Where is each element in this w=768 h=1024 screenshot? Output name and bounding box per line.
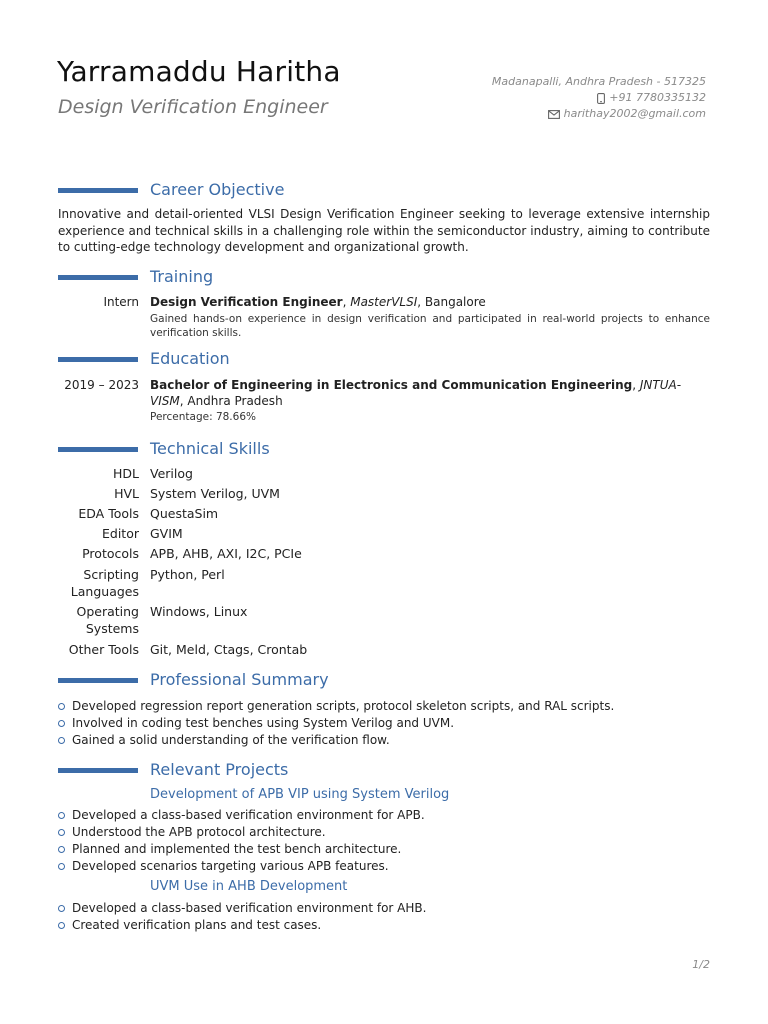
address-text: Madanapalli, Andhra Pradesh - 517325 [491,75,706,88]
skill-label [58,604,139,637]
bullet-icon [58,737,65,744]
training-body [150,294,710,340]
education-body [150,377,710,424]
skill-label: Protocols [82,546,139,561]
education-score: Percentage: 78.66% [150,411,256,423]
skill-value: APB, AHB, AXI, I2C, PCIe [150,546,302,561]
skill-value: Windows, Linux [150,604,248,619]
list-item-text: Developed scenarios targeting various APB features. [72,859,389,873]
bullet-icon [58,829,65,836]
skill-value: QuestaSim [150,506,219,521]
project-title: UVM Use in AHB Development [150,879,348,894]
skill-value: System Verilog, UVM [150,486,280,501]
contact-block [492,74,706,122]
section-education [58,349,710,371]
candidate-title: Design Verification Engineer [58,96,328,118]
education-location: Andhra Pradesh [187,394,283,408]
education-heading-line: Bachelor of Engineering in Electronics and Communication Engineering, JNTUA-VISM, Andhra Pradesh [150,378,682,408]
education-degree: Bachelor of Engineering in Electronics and Communication Engineering [150,378,633,392]
bullet-icon [58,863,65,870]
skill-value: Python, Perl [150,567,225,582]
bullet-icon [58,720,65,727]
project-items-list [58,900,426,934]
training-org: MasterVLSI [350,295,418,309]
skill-label: HDL [113,466,139,481]
skill-value: GVIM [150,526,183,541]
list-item [58,824,425,841]
section-rule [58,357,138,362]
section-technical-skills [58,439,710,461]
list-item [58,807,425,824]
list-item-text: Developed a class-based verification environment for APB. [72,808,425,822]
section-career-objective [58,180,710,202]
bullet-icon [58,846,65,853]
phone-row [492,90,706,106]
envelope-icon [548,110,560,119]
bullet-icon [58,812,65,819]
skill-label: HVL [114,486,139,501]
list-item [58,698,614,715]
education-college: JNTUA-VISM [150,378,682,408]
page-number: 1/2 [692,958,710,971]
section-title: Training [150,267,214,286]
address-row [492,74,706,90]
section-training [58,267,710,289]
section-title: Education [150,349,230,368]
section-title: Professional Summary [150,670,329,689]
training-label: Intern [103,295,139,309]
section-rule [58,447,138,452]
skill-label-line: Languages [70,583,139,599]
list-item-text: Created verification plans and test cases. [72,918,322,932]
summary-list [58,698,614,749]
section-relevant-projects [58,760,710,782]
section-rule [58,678,138,683]
skill-label-line: Operating [76,604,139,619]
list-item-text: Gained a solid understanding of the verification flow. [72,733,390,747]
section-title: Technical Skills [150,439,270,458]
section-professional-summary [58,670,710,692]
list-item-text: Involved in coding test benches using System Verilog and UVM. [72,716,455,730]
skill-label-line: Scripting [83,567,139,582]
skill-label: Editor [102,526,139,541]
list-item [58,841,425,858]
section-rule [58,275,138,280]
skill-label: EDA Tools [78,506,139,521]
email-text[interactable]: harithay2002@gmail.com [563,107,706,120]
skill-value: Verilog [150,466,193,481]
phone-icon [597,93,605,104]
list-item [58,917,426,934]
skill-label: Other Tools [68,642,139,657]
bullet-icon [58,703,65,710]
section-title: Career Objective [150,180,285,199]
section-title: Relevant Projects [150,760,289,779]
email-row [492,106,706,122]
list-item-text: Developed regression report generation scripts, protocol skeleton scripts, and RAL scripts. [72,699,615,713]
project-title: Development of APB VIP using System Verilog [150,787,450,802]
section-rule [58,188,138,193]
list-item [58,900,426,917]
list-item [58,732,614,749]
phone-text[interactable]: +91 7780335132 [609,91,706,104]
skill-label [58,567,139,600]
project-items-list [58,807,425,875]
training-heading-line: Design Verification Engineer, MasterVLSI, Bangalore [150,295,486,309]
candidate-name: Yarramaddu Haritha [57,55,341,88]
training-location: Bangalore [424,295,486,309]
training-role: Design Verification Engineer [150,295,343,309]
education-years: 2019 – 2023 [64,378,139,392]
list-item [58,715,614,732]
section-rule [58,768,138,773]
career-objective-text: Innovative and detail-oriented VLSI Design Verification Engineer seeking to leverage extensive internship experience and technical skills in a challenging role within the semiconductor industry, aiming to contribute to cutting-edge technology development and organizational growth. [58,207,710,254]
training-description: Gained hands-on experience in design verification and participated in real-world projects to enhance verification skills. [150,313,710,339]
bullet-icon [58,922,65,929]
list-item-text: Developed a class-based verification environment for AHB. [72,901,427,915]
list-item-text: Planned and implemented the test bench architecture. [72,842,402,856]
skill-value: Git, Meld, Ctags, Crontab [150,642,308,657]
skill-label-line: Systems [85,620,139,636]
bullet-icon [58,905,65,912]
list-item-text: Understood the APB protocol architecture. [72,825,326,839]
list-item [58,858,425,875]
